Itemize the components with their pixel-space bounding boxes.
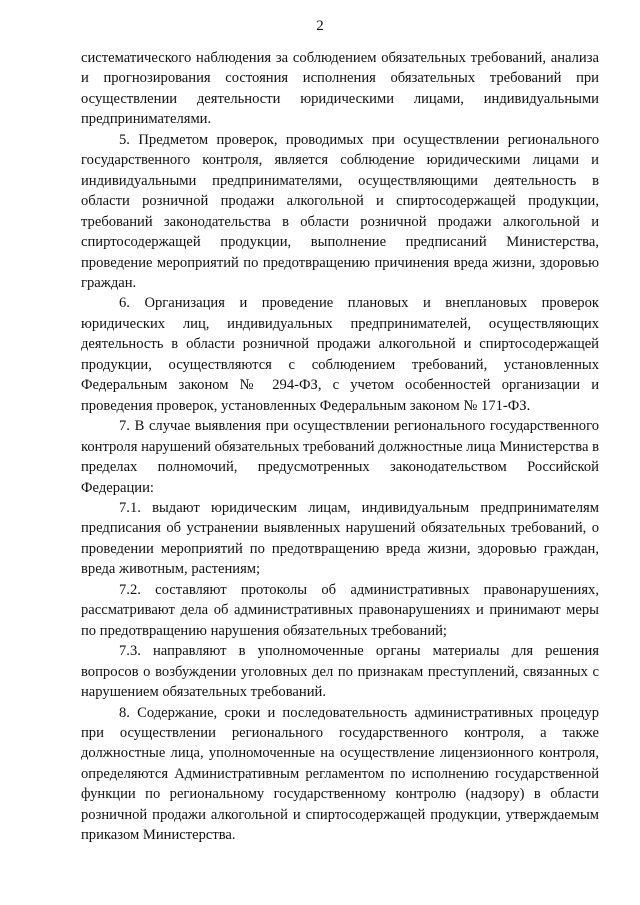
paragraph-7-3: 7.3. направляют в уполномоченные органы материалы для решения вопросов о возбуждении уголовных дел по признакам преступлений, связанных с нарушением обязательных требований. (81, 643, 599, 701)
paragraph-7-2: 7.2. составляют протоколы об административных правонарушениях, рассматривают дела об административных правонарушениях и принимают меры по предотвращению нарушения обязательных требований; (81, 581, 599, 639)
paragraph-6: 6. Организация и проведение плановых и внеплановых проверок юридических лиц, индивидуальных предпринимателей, осуществляющих деятельность в области розничной продажи алкогольной и спиртосодержащей продукции, осуществляются с соблюдением требований, установленных Федеральным законом № 294-ФЗ, с учетом особенностей организации и проведения проверок, установленных Федеральным законом № 171-ФЗ. (81, 295, 599, 414)
paragraph-7: 7. В случае выявления при осуществлении регионального государственного контроля нарушений обязательных требований должностные лица Министерства в пределах полномочий, предусмотренных законодательством Российской Федерации: (81, 418, 599, 496)
document-body (81, 48, 599, 846)
paragraph-8: 8. Содержание, сроки и последовательность административных процедур при осуществлении регионального государственного контроля, а также должностные лица, уполномоченные на осуществление лицензионного контроля, определяются Административным регламентом по исполнению государственной функции по региональному государственному контролю (надзору) в области розничной продажи алкогольной и спиртосодержащей продукции, утверждаемым приказом Министерства. (81, 704, 599, 844)
paragraph-5: 5. Предметом проверок, проводимых при осуществлении регионального государственного контроля, является соблюдение юридическими лицами и индивидуальными предпринимателями, осуществляющими деятельность в области розничной продажи алкогольной и спиртосодержащей продукции, требований законодательства в области розничной продажи алкогольной и спиртосодержащей продукции, выполнение предписаний Министерства, проведение мероприятий по предотвращению причинения вреда жизни, здоровью граждан. (81, 131, 599, 291)
page-number: 2 (316, 18, 324, 34)
paragraph-continuation: систематического наблюдения за соблюдением обязательных требований, анализа и прогнозирования состояния исполнения обязательных требований при осуществлении деятельности юридическими лицами, индивидуальными предпринимателями. (81, 50, 599, 128)
paragraph-7-1: 7.1. выдают юридическим лицам, индивидуальным предпринимателям предписания об устранении выявленных нарушений обязательных требований, о проведении мероприятий по предотвращению вреда жизни, здоровью граждан, вреда животным, растениям; (81, 499, 599, 578)
